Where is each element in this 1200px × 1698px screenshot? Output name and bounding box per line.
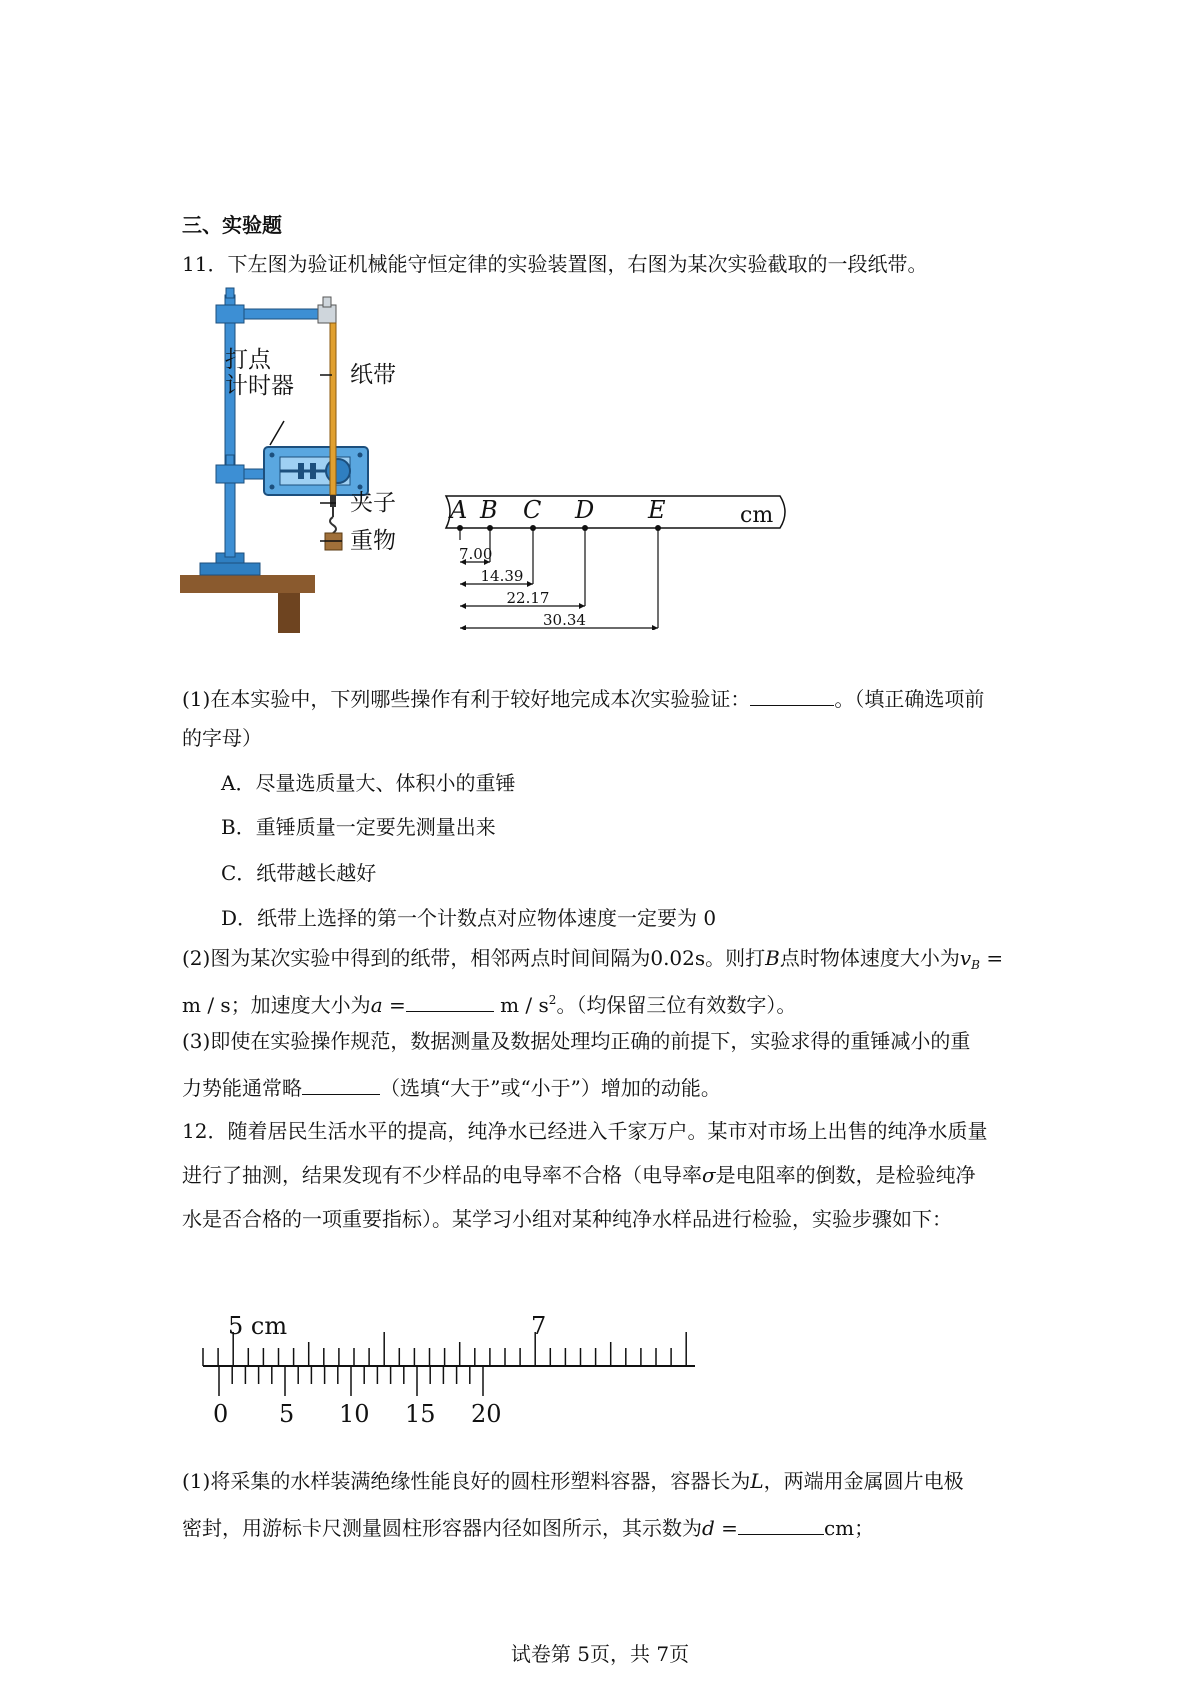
- q11-part2-line1: (2)图为某次实验中得到的纸带，相邻两点时间间隔为0.02s。则打B点时物体速度大小为$v_B$ =: [182, 946, 1004, 972]
- option-b: B．重锤质量一定要先测量出来: [221, 815, 496, 839]
- apparatus-diagram: [180, 285, 420, 635]
- vernier-caliper-diagram: [195, 1300, 715, 1430]
- table-top: [180, 575, 315, 593]
- answer-blank-diameter[interactable]: [738, 1512, 824, 1535]
- q11-part1-line1: (1)在本实验中，下列哪些操作有利于较好地完成本次实验验证： 。（填正确选项前: [182, 683, 984, 714]
- vernier-label-10: 10: [339, 1400, 370, 1428]
- option-c: C．纸带越长越好: [221, 861, 377, 885]
- dim-label-2: 14.39: [480, 567, 524, 585]
- weight-label: 重物: [350, 528, 396, 554]
- q11-part3-line2: 力势能通常略 （选填“大于”或“小于”）增加的动能。: [182, 1072, 721, 1103]
- table-leg: [278, 593, 300, 633]
- question-11-stem: 11．下左图为验证机械能守恒定律的实验装置图，右图为某次实验截取的一段纸带。: [182, 252, 928, 276]
- tape-point-D: D: [575, 496, 595, 524]
- main-scale-label-7: 7: [531, 1312, 547, 1340]
- vernier-label-20: 20: [471, 1400, 502, 1428]
- dim-label-1: 7.00: [459, 545, 493, 563]
- tape-unit: cm: [740, 503, 774, 528]
- q12-part1-line2: 密封，用游标卡尺测量圆柱形容器内径如图所示，其示数为d = cm；: [182, 1512, 874, 1543]
- tape-diagram: [440, 490, 790, 630]
- q11-part1-line2: 的字母）: [182, 726, 262, 750]
- vernier-label-5: 5: [279, 1400, 295, 1428]
- answer-blank-3[interactable]: [302, 1072, 380, 1095]
- q12-line2: 进行了抽测，结果发现有不少样品的电导率不合格（电导率σ是电阻率的倒数，是检验纯净: [182, 1163, 976, 1187]
- clip-label: 夹子: [350, 490, 396, 516]
- vernier-label-15: 15: [405, 1400, 436, 1428]
- answer-blank-1[interactable]: [750, 683, 834, 706]
- timer-label-2: 计时器: [225, 373, 294, 399]
- option-a: A．尽量选质量大、体积小的重锤: [221, 771, 516, 795]
- dim-label-4: 30.34: [543, 611, 586, 629]
- dim-label-3: 22.17: [506, 589, 550, 607]
- q11-part2-line2: m / s；加速度大小为$a = m / s^2$。（均保留三位有效数字）。: [182, 985, 796, 1020]
- tape-label: 纸带: [350, 362, 396, 388]
- tape-point-E: E: [648, 496, 666, 524]
- tape-point-A: A: [450, 496, 468, 524]
- answer-blank-accel[interactable]: [406, 989, 494, 1012]
- vernier-label-0: 0: [213, 1400, 229, 1428]
- timer-label-1: 打点: [225, 347, 271, 373]
- section-title: 三、实验题: [182, 213, 282, 237]
- option-d: D．纸带上选择的第一个计数点对应物体速度一定要为 0: [221, 906, 717, 930]
- tape-point-B: B: [480, 496, 498, 524]
- tape-point-C: C: [523, 496, 542, 524]
- paper-tape: [330, 323, 336, 495]
- q12-part1-line1: (1)将采集的水样装满绝缘性能良好的圆柱形塑料容器，容器长为L，两端用金属圆片电极: [182, 1469, 964, 1493]
- main-scale-label-5: 5 cm: [228, 1312, 288, 1340]
- q11-part3-line1: (3)即使在实验操作规范，数据测量及数据处理均正确的前提下，实验求得的重锤减小的重: [182, 1029, 971, 1053]
- q12-line3: 水是否合格的一项重要指标）。某学习小组对某种纯净水样品进行检验，实验步骤如下：: [182, 1207, 952, 1231]
- page-footer: 试卷第 5页，共 7页: [510, 1642, 690, 1666]
- q12-line1: 12．随着居民生活水平的提高，纯净水已经进入千家万户。某市对市场上出售的纯净水质量: [182, 1119, 988, 1143]
